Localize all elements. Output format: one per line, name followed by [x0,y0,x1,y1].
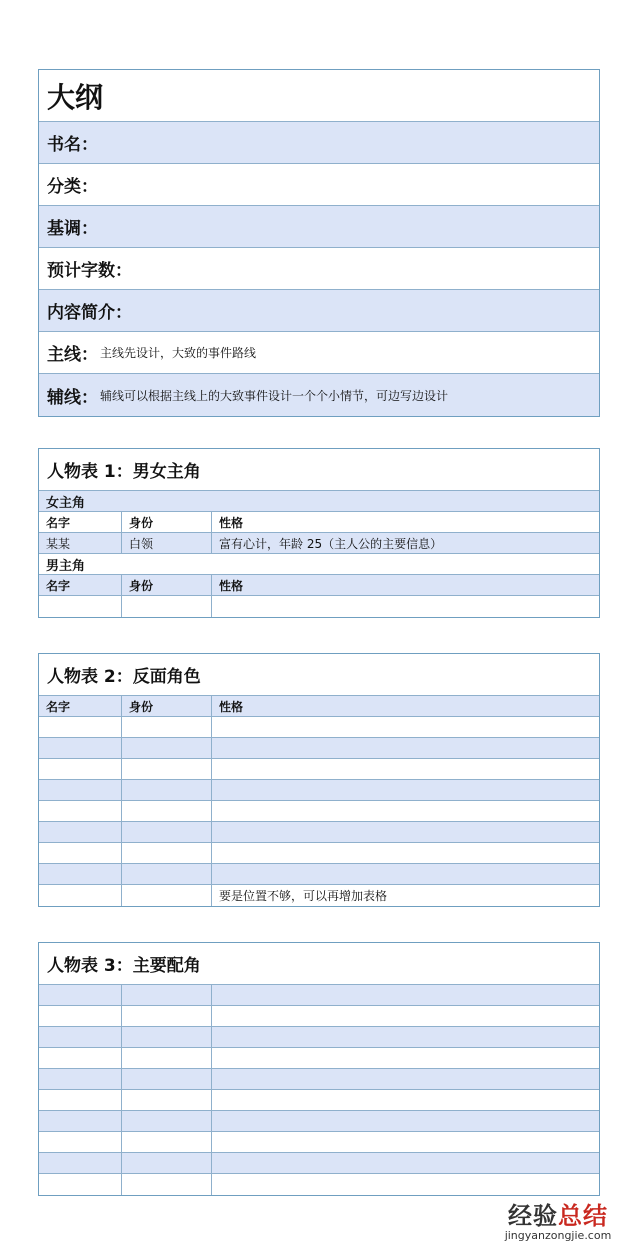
cell-personality[interactable] [212,843,599,863]
cell-personality[interactable] [212,985,599,1005]
cell-identity[interactable] [122,759,212,779]
cell-personality[interactable] [212,1111,599,1131]
cell-identity[interactable] [122,1027,212,1047]
cell-name[interactable] [39,1153,122,1173]
sub-line-label: 辅线： [47,387,98,408]
cell-identity[interactable] [122,801,212,821]
cell-name[interactable] [39,1090,122,1110]
cell-personality[interactable] [212,596,599,617]
cell-personality[interactable] [212,1132,599,1152]
cell-identity[interactable] [122,1069,212,1089]
cell-identity[interactable] [122,1048,212,1068]
cell-personality[interactable] [212,780,599,800]
table2-header-row [39,696,599,717]
table3-body [39,985,599,1195]
cell-name[interactable] [39,1111,122,1131]
cell-personality[interactable] [212,864,599,884]
cell-personality[interactable] [212,1027,599,1047]
cell-name[interactable] [39,1174,122,1195]
table2-body [39,717,599,906]
category-field[interactable] [39,164,599,206]
table-row[interactable] [39,1174,599,1195]
cell-identity[interactable]: 白领 [122,533,212,553]
male-lead-heading: 男主角 [39,554,599,575]
cell-personality[interactable] [212,1153,599,1173]
main-line-desc: 主线先设计，大致的事件路线 [100,346,257,360]
cell-name[interactable] [39,801,122,821]
character-table-3 [38,942,600,1196]
cell-name[interactable]: 某某 [39,533,122,553]
cell-name[interactable] [39,1048,122,1068]
table1-male-header-row [39,575,599,596]
table-row[interactable] [39,1111,599,1132]
cell-identity[interactable] [122,1111,212,1131]
cell-identity[interactable] [122,1153,212,1173]
cell-name[interactable] [39,596,122,617]
table-row[interactable] [39,1153,599,1174]
cell-name[interactable] [39,759,122,779]
synopsis-label: 内容简介： [47,303,132,323]
watermark-text: 经验总结 [508,1202,608,1230]
cell-name[interactable] [39,864,122,884]
cell-identity[interactable] [122,738,212,758]
character-table-1 [38,448,600,618]
cell-identity[interactable] [122,717,212,737]
cell-personality[interactable] [212,1006,599,1026]
character-table-2 [38,653,600,907]
cell-identity[interactable] [122,843,212,863]
cell-identity[interactable] [122,985,212,1005]
cell-name[interactable] [39,1027,122,1047]
table-row[interactable] [39,738,599,759]
word-count-field[interactable] [39,248,599,290]
cell-personality[interactable] [212,1090,599,1110]
main-line-label: 主线： [47,345,98,365]
watermark-url: jingyanzongjie.com [504,1229,612,1242]
book-name-label: 书名： [47,135,98,155]
header-personality: 性格 [219,578,244,593]
cell-personality[interactable]: 要是位置不够，可以再增加表格 [219,889,388,903]
header-identity: 身份 [122,575,212,595]
table-row[interactable] [39,1090,599,1111]
header-name: 名字 [39,696,122,716]
table1-female-header-row [39,512,599,533]
cell-name[interactable] [39,780,122,800]
table-row[interactable] [39,1069,599,1090]
category-label: 分类： [47,177,98,197]
header-name: 名字 [39,575,122,595]
cell-name[interactable] [39,1132,122,1152]
watermark-logo [488,1196,628,1242]
word-count-label: 预计字数： [47,261,132,281]
cell-name[interactable] [39,885,122,906]
cell-identity[interactable] [122,596,212,617]
table-row[interactable] [39,1048,599,1069]
table-row[interactable] [39,822,599,843]
table-row[interactable] [39,596,599,617]
female-lead-heading: 女主角 [39,491,599,512]
cell-identity[interactable] [122,1006,212,1026]
cell-name[interactable] [39,822,122,842]
cell-name[interactable] [39,717,122,737]
cell-personality[interactable] [212,738,599,758]
cell-personality[interactable] [212,822,599,842]
cell-name[interactable] [39,738,122,758]
cell-name[interactable] [39,1069,122,1089]
table-row[interactable] [39,759,599,780]
cell-personality[interactable] [212,1069,599,1089]
table-row[interactable] [39,533,599,554]
table-row[interactable] [39,843,599,864]
cell-identity[interactable] [122,1132,212,1152]
cell-personality[interactable] [212,801,599,821]
main-line-field[interactable] [39,332,599,374]
table-row[interactable] [39,801,599,822]
cell-name[interactable] [39,985,122,1005]
table-row[interactable] [39,780,599,801]
cell-identity[interactable] [122,864,212,884]
tone-label: 基调： [47,219,98,239]
table2-title: 人物表 2：反面角色 [39,654,599,696]
cell-identity[interactable] [122,822,212,842]
cell-name[interactable] [39,843,122,863]
cell-identity[interactable] [122,1174,212,1195]
book-name-field[interactable] [39,122,599,164]
outline-title: 大纲 [39,70,599,122]
table-row[interactable] [39,1132,599,1153]
header-personality: 性格 [219,515,244,530]
table-row[interactable] [39,717,599,738]
sub-line-field[interactable] [39,374,599,416]
cell-identity[interactable] [122,885,212,906]
table-row[interactable] [39,885,599,906]
table-row[interactable] [39,1027,599,1048]
outline-table [38,69,600,417]
sub-line-desc: 辅线可以根据主线上的大致事件设计一个个小情节，可边写边设计 [100,388,449,403]
cell-personality[interactable] [212,759,599,779]
header-identity: 身份 [122,512,212,532]
cell-personality[interactable] [212,1048,599,1068]
synopsis-field[interactable] [39,290,599,332]
table1-title: 人物表 1：男女主角 [39,449,599,491]
header-identity: 身份 [122,696,212,716]
cell-personality[interactable]: 富有心计，年龄 25（主人公的主要信息） [219,536,443,551]
header-personality: 性格 [219,699,244,714]
tone-field[interactable] [39,206,599,248]
header-name: 名字 [39,512,122,532]
table-row[interactable] [39,864,599,885]
table-row[interactable] [39,985,599,1006]
cell-name[interactable] [39,1006,122,1026]
table-row[interactable] [39,1006,599,1027]
cell-identity[interactable] [122,780,212,800]
cell-personality[interactable] [212,717,599,737]
cell-identity[interactable] [122,1090,212,1110]
cell-personality[interactable] [212,1174,599,1195]
table3-title: 人物表 3：主要配角 [39,943,599,985]
